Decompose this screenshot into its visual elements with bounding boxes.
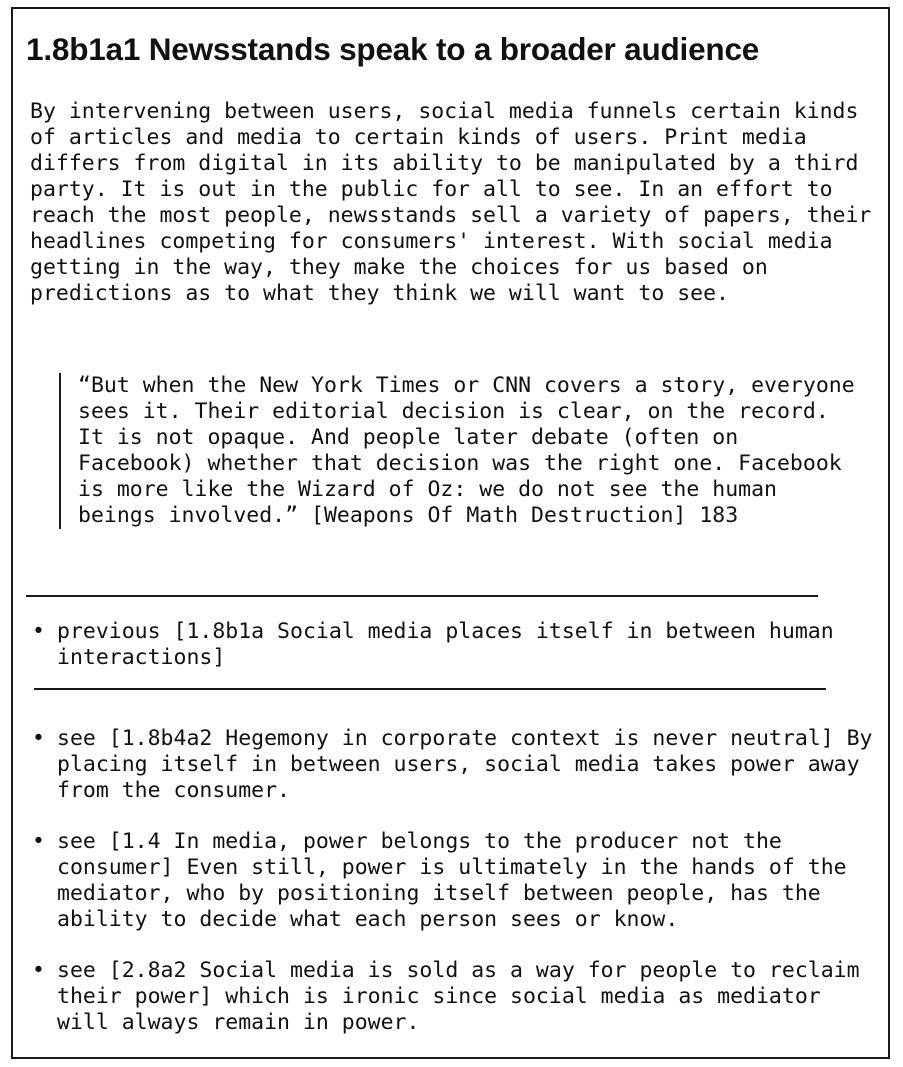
bullet-icon: •: [32, 958, 45, 983]
bullet-icon: •: [32, 619, 45, 644]
divider-bottom: [34, 688, 826, 690]
see-also-item[interactable]: [32, 726, 874, 804]
previous-link[interactable]: [32, 619, 874, 671]
previous-link-text: previous [1.8b1a Social media places itself in between human interactions]: [57, 619, 834, 670]
see-also-list: [32, 726, 874, 1061]
see-also-text: see [1.8b4a2 Hegemony in corporate context is never neutral] By placing itself in between users, social media takes power away from the consumer.: [57, 726, 873, 803]
see-also-text: see [1.4 In media, power belongs to the producer not the consumer] Even still, power is ultimately in the hands of the mediator, who by positioning itself between people, has the ability to decide what each person sees or know.: [57, 829, 847, 932]
bullet-icon: •: [32, 829, 45, 854]
intro-paragraph: By intervening between users, social media funnels certain kinds of articles and media to certain kinds of users. Print media differs from digital in its ability to be manipulated by a third party. It is out in the public for all to see. In an effort to reach the most people, newsstands sell a variety of papers, their headlines competing for consumers' interest. With social media getting in the way, they make the choices for us based on predictions as to what they think we will want to see.: [30, 99, 872, 306]
page-title: 1.8b1a1 Newsstands speak to a broader audience: [26, 31, 760, 67]
bullet-icon: •: [32, 726, 45, 751]
see-also-text: see [2.8a2 Social media is sold as a way for people to reclaim their power] which is ironic since social media as mediator will always remain in power.: [57, 958, 860, 1035]
previous-list: [32, 619, 874, 671]
see-also-item[interactable]: [32, 829, 874, 933]
quote-block: “But when the New York Times or CNN covers a story, everyone sees it. Their editorial decision is clear, on the record. It is not opaque. And people later debate (often on Facebook) whether that decision was the right one. Facebook is more like the Wizard of Oz: we do not see the human beings involved.” [Weapons Of Math Destruction] 183: [59, 373, 859, 529]
see-also-item[interactable]: [32, 958, 874, 1036]
note-card: [11, 7, 890, 1059]
divider-top: [26, 595, 818, 597]
